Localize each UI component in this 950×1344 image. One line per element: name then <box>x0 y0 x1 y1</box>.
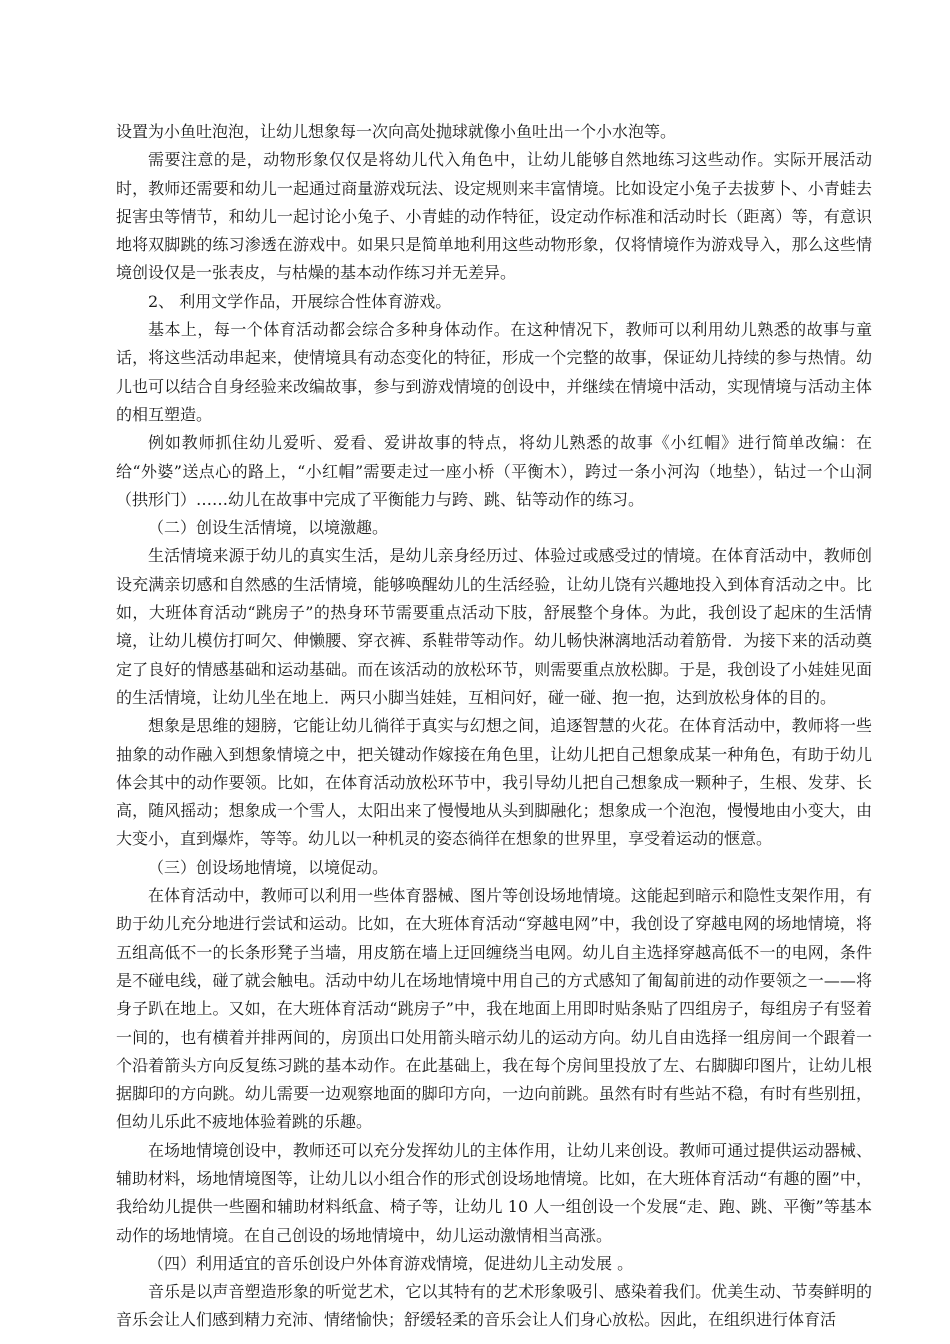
paragraph-life-situation: 生活情境来源于幼儿的真实生活，是幼儿亲身经历过、体验过或感受过的情境。在体育活动中，教师创设充满亲切感和自然感的生活情境，能够唤醒幼儿的生活经验，让幼儿饶有兴趣地投入到体育活动之中。比如，大班体育活动“跳房子”的热身环节需要重点活动下肢，舒展整个身体。为此，我创设了起床的生活情境，让幼儿模仿打呵欠、伸懒腰、穿衣裤、系鞋带等动作。幼儿畅快淋漓地活动着筋骨．为接下来的活动奠定了良好的情感基础和运动基础。而在该活动的放松环节，则需要重点放松脚。于是，我创设了小娃娃见面的生活情境，让幼儿坐在地上．两只小脚当娃娃，互相问好，碰一碰、抱一抱，达到放松身体的目的。 <box>116 546 872 707</box>
heading-venue-situation: （三）创设场地情境，以境促动。 <box>148 857 389 877</box>
document-page <box>116 118 872 1335</box>
heading-literary-works: 2、 利用文学作品，开展综合性体育游戏。 <box>148 291 452 311</box>
paragraph-stories-fairy-tales: 基本上，每一个体育活动都会综合多种身体动作。在这种情况下，教师可以利用幼儿熟悉的故事与童话，将这些活动串起来，使情境具有动态变化的特征，形成一个完整的故事，保证幼儿持续的参与热情。幼儿也可以结合自身经验来改编故事，参与到游戏情境的创设中，并继续在情境中活动，实现情境与活动主体的相互塑造。 <box>116 320 872 424</box>
paragraph-music: 音乐是以声音塑造形象的听觉艺术，它以其特有的艺术形象吸引、感染着我们。优美生动、节奏鲜明的音乐会让人们感到精力充沛、情绪愉快；舒缓轻柔的音乐会让人们身心放松。因此，在组织进行体育活 <box>116 1282 872 1330</box>
paragraph-little-red-riding-hood: 例如教师抓住幼儿爱听、爱看、爱讲故事的特点，将幼儿熟悉的故事《小红帽》进行简单改编：在给“外婆”送点心的路上，“小红帽”需要走过一座小桥（平衡木），跨过一条小河沟（地垫），钻过一个山洞（拱形门）……幼儿在故事中完成了平衡能力与跨、跳、钻等动作的练习。 <box>116 433 872 509</box>
heading-life-situation: （二）创设生活情境，以境激趣。 <box>148 518 389 538</box>
paragraph-fish-bubbles: 设置为小鱼吐泡泡，让幼儿想象每一次向高处抛球就像小鱼吐出一个小水泡等。 <box>116 122 677 141</box>
paragraph-venue-equipment: 在体育活动中，教师可以利用一些体育器械、图片等创设场地情境。这能起到暗示和隐性支架作用，有助于幼儿充分地进行尝试和运动。比如，在大班体育活动“穿越电网”中，我创设了穿越电网的场地情境，将五组高低不一的长条形凳子当墙，用皮筋在墙上迂回缠绕当电网。幼儿自主选择穿越高低不一的电网，条件是不碰电线，碰了就会触电。活动中幼儿在场地情境中用自己的方式感知了匍匐前进的动作要领之一——将身子趴在地上。又如，在大班体育活动“跳房子”中，我在地面上用即时贴条贴了四组房子，每组房子有竖着一间的，也有横着并排两间的，房顶出口处用箭头暗示幼儿的运动方向。幼儿自由选择一组房间一个跟着一个沿着箭头方向反复练习跳的基本动作。在此基础上，我在每个房间里投放了左、右脚脚印图片，让幼儿根据脚印的方向跳。幼儿需要一边观察地面的脚印方向，一边向前跳。虽然有时有些站不稳，有时有些别扭，但幼儿乐此不疲地体验着跳的乐趣。 <box>116 886 872 1132</box>
heading-music-situation: （四）利用适宜的音乐创设户外体育游戏情境，促进幼儿主动发展 。 <box>148 1253 634 1273</box>
paragraph-children-create-venue: 在场地情境创设中，教师还可以充分发挥幼儿的主体作用，让幼儿来创设。教师可通过提供运动器械、辅助材料，场地情境图等，让幼儿以小组合作的形式创设场地情境。比如，在大班体育活动“有趣的圈”中，我给幼儿提供一些圈和辅助材料纸盒、椅子等，让幼儿 10 人一组创设一个发展“走、跑、跳、平衡”等基本动作的场地情境。在自己创设的场地情境中，幼儿运动激情相当高涨。 <box>116 1140 872 1245</box>
paragraph-animal-images-note: 需要注意的是，动物形象仅仅是将幼儿代入角色中，让幼儿能够自然地练习这些动作。实际开展活动时，教师还需要和幼儿一起通过商量游戏玩法、设定规则来丰富情境。比如设定小兔子去拔萝卜、小青蛙去捉害虫等情节，和幼儿一起讨论小兔子、小青蛙的动作特征，设定动作标准和活动时长（距离）等，有意识地将双脚跳的练习渗透在游戏中。如果只是简单地利用这些动物形象，仅将情境作为游戏导入，那么这些情境创设仅是一张表皮，与枯燥的基本动作练习并无差异。 <box>116 150 872 283</box>
paragraph-imagination: 想象是思维的翅膀，它能让幼儿徜徉于真实与幻想之间，追逐智慧的火花。在体育活动中，教师将一些抽象的动作融入到想象情境之中，把关键动作嫁接在角色里，让幼儿把自己想象成某一种角色，有助于幼儿体会其中的动作要领。比如，在体育活动放松环节中，我引导幼儿把自己想象成一颗种子，生根、发芽、长高，随风摇动；想象成一个雪人，太阳出来了慢慢地从头到脚融化；想象成一个泡泡，慢慢地由小变大，由大变小，直到爆炸，等等。幼儿以一种机灵的姿态徜徉在想象的世界里，享受着运动的惬意。 <box>116 716 872 849</box>
